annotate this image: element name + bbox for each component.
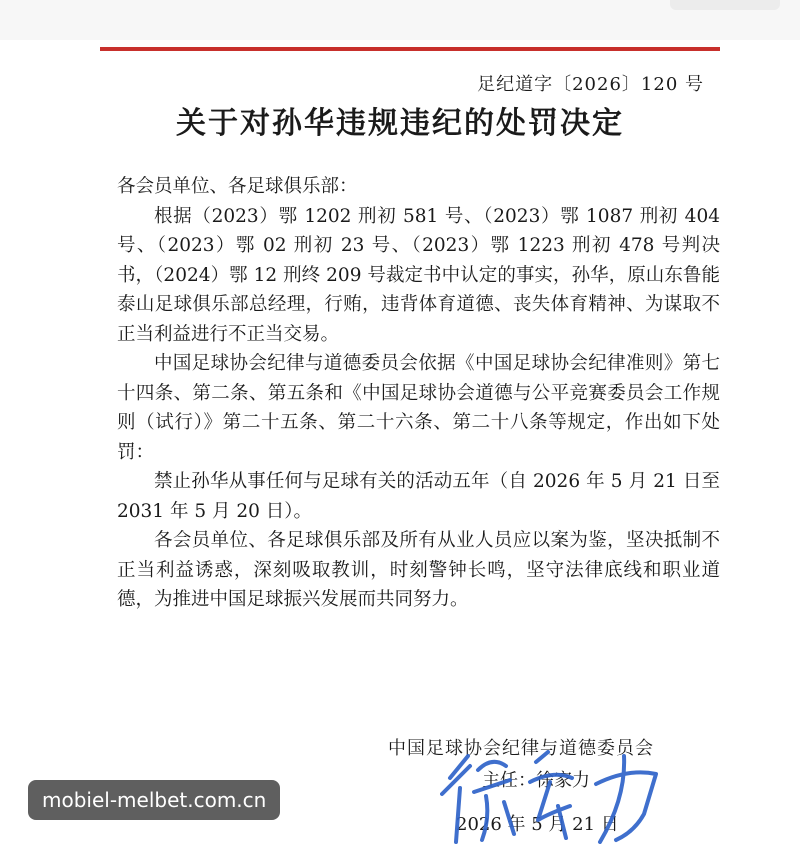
red-header-rule [100, 47, 720, 51]
paragraph-basis: 根据（2023）鄂 1202 刑初 581 号、（2023）鄂 1087 刑初 404 号、（2023）鄂 02 刑初 23 号、（2023）鄂 1223 刑初 478 号判决书，（2024）鄂 12 刑终 209 号裁定书中认定的事实，孙华，原山东鲁能泰山足球俱乐部总经理，行贿，违背体育道德、丧失体育精神、为谋取不正当利益进行不正当交易。 [117, 205, 720, 345]
signing-organization: 中国足球协会纪律与道德委员会 [388, 738, 654, 759]
document-body [117, 172, 720, 615]
chair-line: 主任：徐家力 [482, 770, 590, 791]
paragraph-penalty: 禁止孙华从事任何与足球有关的活动五年（自 2026 年 5 月 21 日至 2031 年 5 月 20 日）。 [117, 471, 720, 522]
salutation: 各会员单位、各足球俱乐部： [117, 176, 358, 197]
document-number: 足纪道字〔2026〕120 号 [477, 74, 704, 95]
paragraph-regulations: 中国足球协会纪律与道德委员会依据《中国足球协会纪律准则》第七十四条、第二条、第五条和《中国足球协会道德与公平竞赛委员会工作规则（试行）》第二十五条、第二十六条、第二十八条等规定，作出如下处罚： [117, 353, 720, 463]
browser-top-bar [0, 0, 800, 40]
document-title: 关于对孙华违规违纪的处罚决定 [176, 106, 624, 141]
watermark-badge: mobiel-melbet.com.cn [28, 780, 280, 820]
signature-block [388, 733, 654, 841]
signing-date: 2026 年 5 月 21 日 [456, 814, 619, 835]
paragraph-warning: 各会员单位、各足球俱乐部及所有从业人员应以案为鉴，坚决抵制不正当利益诱惑，深刻吸取教训，时刻警钟长鸣，坚守法律底线和职业道德，为推进中国足球振兴发展而共同努力。 [117, 530, 720, 610]
top-bar-chip [670, 0, 780, 10]
